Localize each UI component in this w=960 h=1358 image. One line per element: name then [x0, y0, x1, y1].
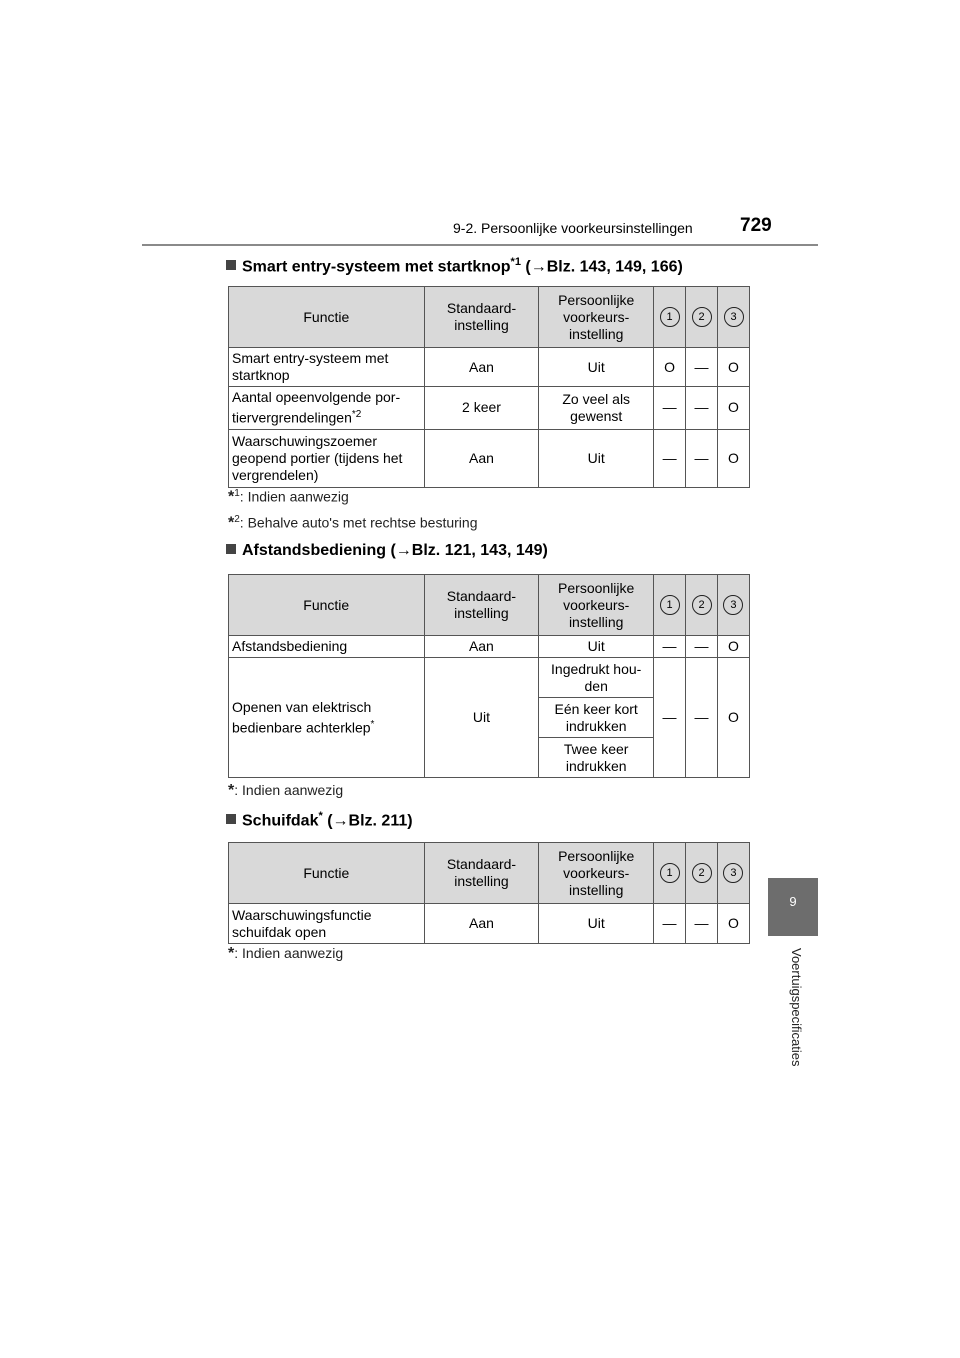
circled-1-icon: 1 [660, 863, 680, 883]
cell-c3: O [718, 348, 750, 387]
cell-c1: — [654, 429, 686, 487]
col-header-3 [718, 287, 750, 348]
cell-persoonlijk: Uit [539, 904, 654, 944]
cell-c2: — [686, 348, 718, 387]
col-header-functie: Functie [229, 843, 425, 904]
table-schuifdak [228, 842, 750, 944]
cell-c2: — [686, 429, 718, 487]
col-header-2 [686, 843, 718, 904]
cell-functie: Waarschuwingsfunctie schuifdak open [229, 904, 425, 944]
cell-functie: Smart entry-systeem met startknop [229, 348, 425, 387]
cell-functie: Waarschuwingszoemer geopend portier (tijdens het vergrendelen) [229, 429, 425, 487]
col-header-standaard: Standaard-instelling [424, 575, 539, 636]
cell-c2: — [686, 658, 718, 778]
cell-persoonlijk: Uit [539, 429, 654, 487]
circled-3-icon: 3 [723, 863, 743, 883]
table-row [229, 904, 750, 944]
table-header-row [229, 575, 750, 636]
page-number: 729 [740, 215, 772, 236]
footnote-1: *$^1$: Indien aanwezig [228, 488, 349, 506]
circled-2-icon: 2 [692, 595, 712, 615]
chapter-label: Voertuigspecificaties [789, 948, 804, 1067]
header-rule [142, 244, 818, 246]
cell-standaard: Uit [424, 658, 539, 778]
cell-functie: Aantal opeenvolgende por-tiervergrendelingen$^{*2}$ [229, 387, 425, 430]
col-header-persoonlijk: Persoonlijke voorkeurs-instelling [539, 287, 654, 348]
col-header-2 [686, 575, 718, 636]
cell-c1: — [654, 658, 686, 778]
section-title-schuifdak: Schuifdak* (→Blz. 211) [226, 810, 413, 830]
col-header-persoonlijk: Persoonlijke voorkeurs-instelling [539, 575, 654, 636]
col-header-standaard: Standaard-instelling [424, 287, 539, 348]
footnote-4: *: Indien aanwezig [228, 945, 344, 962]
cell-c1: — [654, 636, 686, 658]
table-row [229, 429, 750, 487]
section-title-smart-entry: Smart entry-systeem met startknop$^{*1}$ (→Blz. 143, 149, 166) [226, 256, 683, 276]
col-header-persoonlijk: Persoonlijke voorkeurs-instelling [539, 843, 654, 904]
cell-c3: O [718, 429, 750, 487]
cell-option: Eén keer kort indrukken [539, 698, 654, 738]
cell-persoonlijk: Uit [539, 348, 654, 387]
bullet-square-icon [226, 260, 236, 270]
cell-c3: O [717, 636, 749, 658]
cell-option: Twee keer indrukken [539, 738, 654, 778]
cell-c3: O [718, 387, 750, 430]
bullet-square-icon [226, 814, 236, 824]
cell-standaard: Aan [424, 348, 539, 387]
table-row [229, 658, 750, 698]
chapter-number: 9 [789, 894, 797, 909]
col-header-3 [717, 843, 749, 904]
cell-c3: O [717, 904, 749, 944]
circled-1-icon: 1 [660, 307, 680, 327]
cell-standaard: Aan [424, 636, 539, 658]
table-row [229, 348, 750, 387]
table-smart-entry [228, 286, 750, 488]
table-afstandsbediening [228, 574, 750, 778]
cell-c2: — [686, 636, 718, 658]
bullet-square-icon [226, 544, 236, 554]
cell-c2: — [686, 387, 718, 430]
chapter-tab [768, 878, 818, 936]
col-header-1 [654, 843, 686, 904]
circled-1-icon: 1 [660, 595, 680, 615]
col-header-3 [717, 575, 749, 636]
table-header-row [229, 287, 750, 348]
table-row [229, 636, 750, 658]
col-header-standaard: Standaard-instelling [424, 843, 539, 904]
footnote-3: *: Indien aanwezig [228, 782, 344, 799]
cell-standaard: Aan [424, 904, 539, 944]
col-header-1 [654, 287, 686, 348]
col-header-1 [654, 575, 686, 636]
cell-persoonlijk: Zo veel als gewenst [539, 387, 654, 430]
circled-2-icon: 2 [692, 307, 712, 327]
col-header-functie: Functie [229, 287, 425, 348]
cell-c2: — [686, 904, 718, 944]
col-header-functie: Functie [229, 575, 425, 636]
cell-c1: — [654, 387, 686, 430]
cell-functie: Afstandsbediening [229, 636, 425, 658]
circled-2-icon: 2 [692, 863, 712, 883]
footnote-2: *$^2$: Behalve auto's met rechtse besturing [228, 514, 478, 532]
cell-c1: O [654, 348, 686, 387]
table-row [229, 387, 750, 430]
circled-3-icon: 3 [723, 595, 743, 615]
cell-persoonlijk: Uit [539, 636, 654, 658]
cell-functie: Openen van elektrisch bedienbare achterklep* [229, 658, 425, 778]
cell-standaard: 2 keer [424, 387, 539, 430]
section-title-afstandsbediening: Afstandsbediening (→Blz. 121, 143, 149) [226, 542, 548, 560]
cell-option: Ingedrukt hou-den [539, 658, 654, 698]
cell-c1: — [654, 904, 686, 944]
circled-3-icon: 3 [724, 307, 744, 327]
cell-c3: O [717, 658, 749, 778]
cell-standaard: Aan [424, 429, 539, 487]
col-header-2 [686, 287, 718, 348]
table-header-row [229, 843, 750, 904]
header-section-title: 9-2. Persoonlijke voorkeursinstellingen [453, 220, 693, 236]
